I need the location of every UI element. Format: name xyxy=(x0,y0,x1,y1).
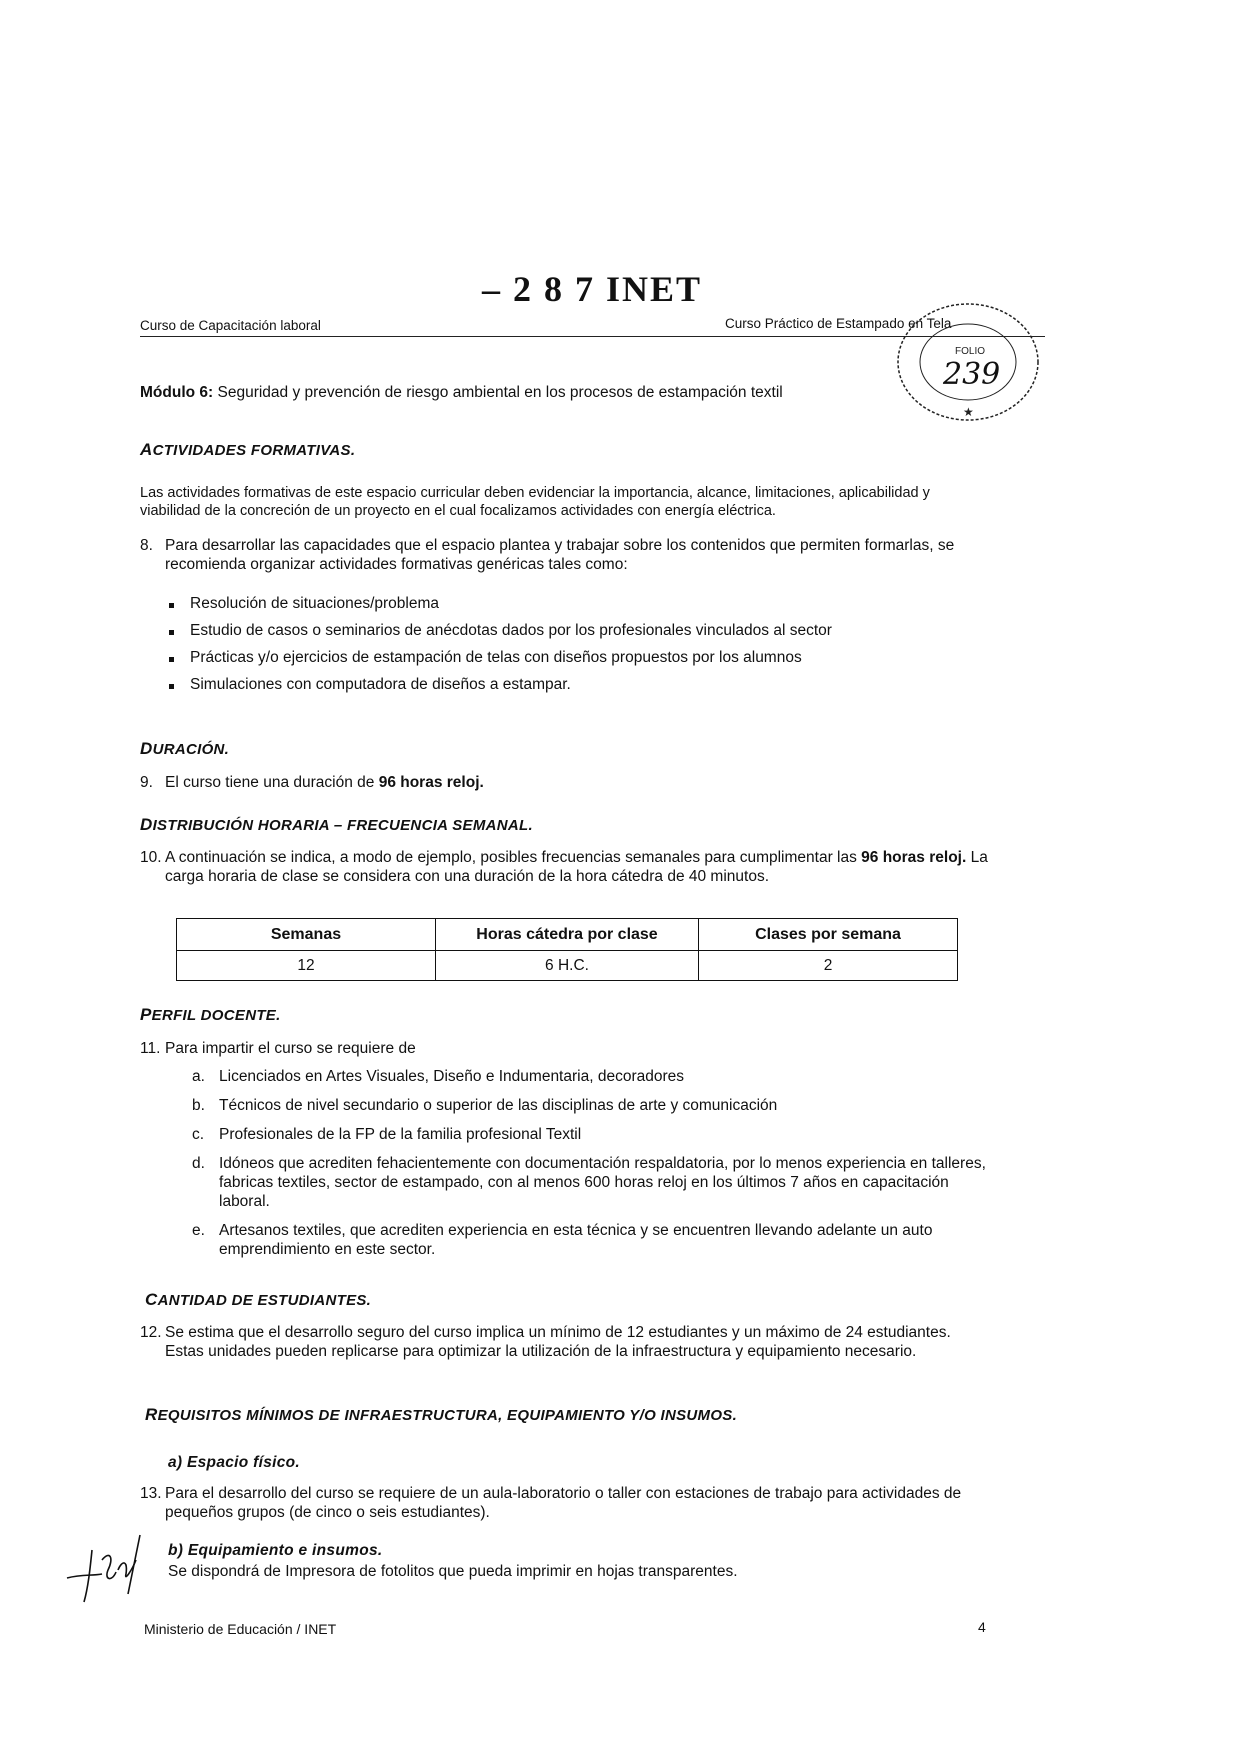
subheading-espacio-fisico: a) Espacio físico. xyxy=(168,1454,301,1471)
item-13: 13. Para el desarrollo del curso se requiere de un aula-laboratorio o taller con estaciones de trabajo para actividades de pequeños grupos (de cinco o seis estudiantes). xyxy=(140,1485,962,1521)
header-right: Curso Práctico de Estampado en Tela xyxy=(725,316,952,331)
item-12: 12. Se estima que el desarrollo seguro del curso implica un mínimo de 12 estudiantes y un máximo de 24 estudiantes. Estas unidades pueden replicarse para optimizar la utilización de la infraestructura y equipamiento necesario. xyxy=(140,1324,951,1360)
section-heading-duracion: DURACIÓN. xyxy=(140,739,230,758)
actividades-intro: Las actividades formativas de este espacio curricular deben evidenciar la importancia, alcance, limitaciones, aplicabilidad y viabilidad de la concreción de un proyecto en el cual focalizamos actividades con energía eléctrica. xyxy=(140,485,930,519)
equipamiento-text: Se dispondrá de Impresora de fotolitos que pueda imprimir en hojas transparentes. xyxy=(168,1563,738,1580)
list-item: b. Técnicos de nivel secundario o superior de las disciplinas de arte y comunicación xyxy=(192,1097,778,1114)
section-heading-perfil: PERFIL DOCENTE. xyxy=(140,1005,281,1024)
section-heading-actividades: ACTIVIDADES FORMATIVAS. xyxy=(140,440,356,459)
frequency-table xyxy=(176,918,958,981)
section-heading-cantidad: CANTIDAD DE ESTUDIANTES. xyxy=(145,1290,372,1309)
seal-star-icon: ★ xyxy=(963,405,974,419)
handwritten-signature xyxy=(62,1530,162,1610)
list-item: Prácticas y/o ejercicios de estampación de telas con diseños propuestos por los alumnos xyxy=(165,649,985,676)
module-line xyxy=(140,384,783,402)
table-header: Horas cátedra por clase xyxy=(436,919,699,951)
module-label: Módulo 6: xyxy=(140,384,214,401)
inet-stamp-number: – 2 8 7 INET xyxy=(482,269,703,309)
module-title: Seguridad y prevención de riesgo ambiental en los procesos de estampación textil xyxy=(213,384,783,401)
item-11: 11. Para impartir el curso se requiere de xyxy=(140,1040,416,1057)
subheading-equipamiento: b) Equipamiento e insumos. xyxy=(168,1542,383,1559)
list-item: Simulaciones con computadora de diseños a estampar. xyxy=(165,676,985,703)
perfil-list xyxy=(192,1067,992,1269)
table-cell: 2 xyxy=(699,951,958,981)
header-left: Curso de Capacitación laboral xyxy=(140,318,321,333)
folio-seal xyxy=(893,300,1043,430)
section-heading-requisitos: REQUISITOS MÍNIMOS DE INFRAESTRUCTURA, EQUIPAMIENTO Y/O INSUMOS. xyxy=(145,1405,738,1424)
table-header: Clases por semana xyxy=(699,919,958,951)
list-item: Estudio de casos o seminarios de anécdotas dados por los profesionales vinculados al sector xyxy=(165,622,985,649)
item-8: 8. Para desarrollar las capacidades que el espacio plantea y trabajar sobre los contenidos que permiten formarlas, se recomienda organizar actividades formativas genéricas tales como: xyxy=(140,537,955,573)
list-item: c. Profesionales de la FP de la familia profesional Textil xyxy=(192,1126,582,1143)
list-item: a. Licenciados en Artes Visuales, Diseño e Indumentaria, decoradores xyxy=(192,1068,684,1085)
page-number: 4 xyxy=(978,1619,986,1635)
section-heading-distribucion: DISTRIBUCIÓN HORARIA – FRECUENCIA SEMANAL. xyxy=(140,815,533,834)
seal-folio-label: FOLIO xyxy=(955,346,986,357)
item-10: 10. A continuación se indica, a modo de ejemplo, posibles frecuencias semanales para cumplimentar las 96 horas reloj. La carga horaria de clase se considera con una duración de la hora cátedra de 40 minutos. xyxy=(140,849,988,885)
item-9: 9. El curso tiene una duración de 96 horas reloj. xyxy=(140,774,484,791)
list-item: d. Idóneos que acrediten fehacientemente con documentación respaldatoria, por lo menos experiencia en talleres, fabricas textiles, sector de estampado, con al menos 600 horas reloj en los últimos 7 años en capacitación laboral. xyxy=(192,1155,986,1210)
table-row xyxy=(177,951,958,981)
list-item: e. Artesanos textiles, que acrediten experiencia en esta técnica y se encuentren llevando adelante un auto emprendimiento en este sector. xyxy=(192,1222,933,1258)
seal-folio-number: 239 xyxy=(943,357,1001,392)
list-item: Resolución de situaciones/problema xyxy=(165,595,985,622)
table-cell: 12 xyxy=(177,951,436,981)
table-cell: 6 H.C. xyxy=(436,951,699,981)
table-header: Semanas xyxy=(177,919,436,951)
footer-left: Ministerio de Educación / INET xyxy=(144,1621,337,1637)
actividades-bullet-list xyxy=(165,595,985,703)
